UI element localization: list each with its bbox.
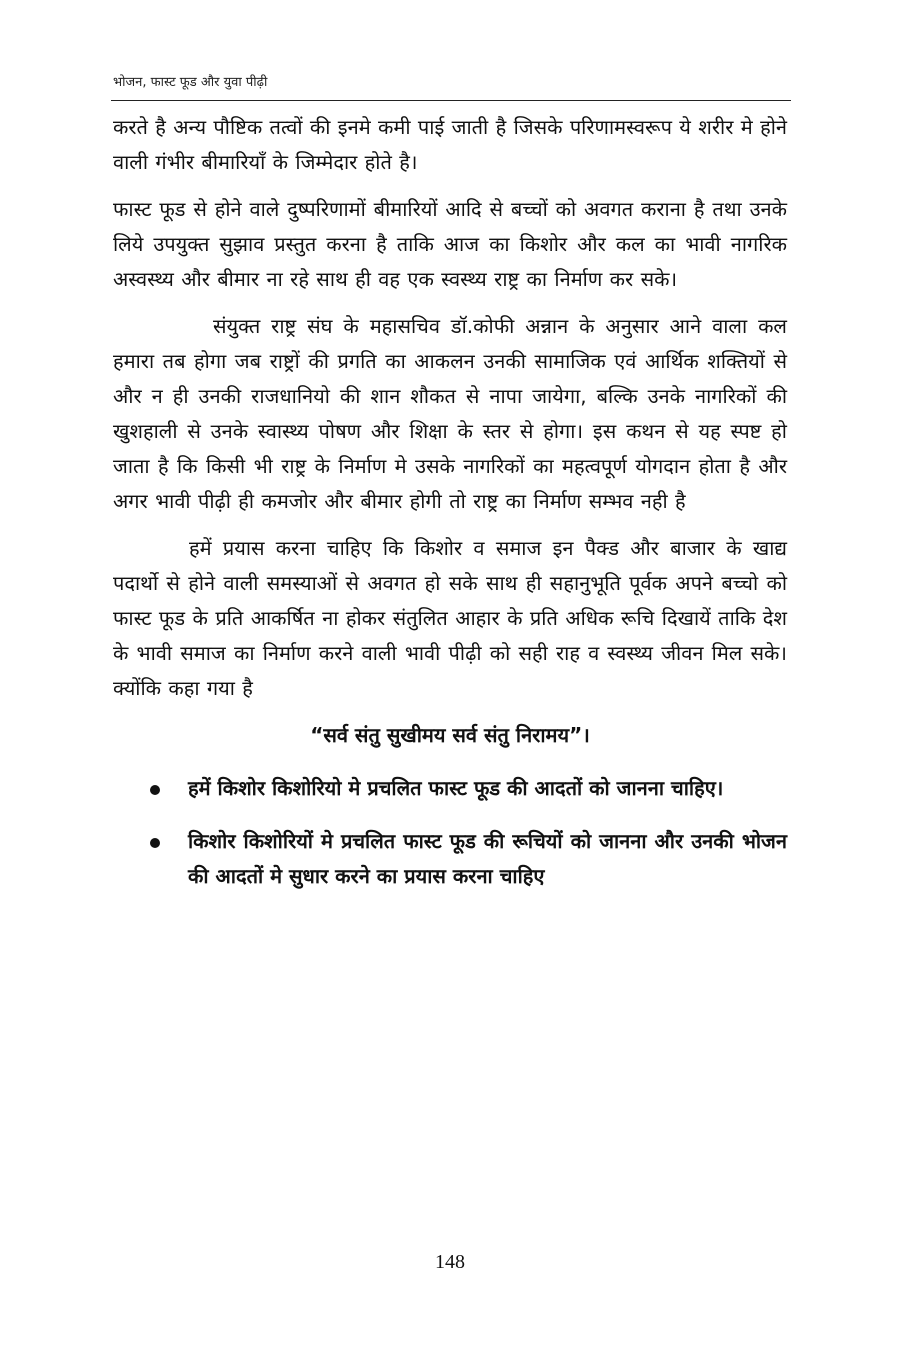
- paragraph: फास्ट फूड से होने वाले दुष्परिणामों बीमारियों आदि से बच्चों को अवगत कराना है तथा उनके लिये उपयुक्त सुझाव प्रस्तुत करना है ताकि आज का किशोर और कल का भावी नागरिक अस्वस्थ्य और बीमार ना रहे साथ ही वह एक स्वस्थ्य राष्ट्र का निर्माण कर सके।: [113, 197, 787, 291]
- paragraph: करते है अन्य पौष्टिक तत्वों की इनमे कमी पाई जाती है जिसके परिणामस्वरूप ये शरीर मे होने वाली गंभीर बीमारियॉं के जिम्मेदार होते है।: [113, 115, 787, 174]
- bullet-text: किशोर किशोरियों मे प्रचलित फास्ट फूड की रूचियों को जानना और उनकी भोजन की आदतों मे सुधार करने का प्रयास करना चाहिए: [188, 829, 787, 888]
- bullet-item: [113, 824, 787, 894]
- bullet-dot-icon: [150, 785, 160, 795]
- paragraph: संयुक्त राष्ट्र संघ के महासचिव डॉ.कोफी अन्नान के अनुसार आने वाला कल हमारा तब होगा जब राष्ट्रों की प्रगति का आकलन उनकी सामाजिक एवं आर्थिक शक्तियों से और न ही उनकी राजधानियो की शान शौकत से नापा जायेगा, बल्कि उनके नागरिकों की खुशहाली से उनके स्वास्थ्य पोषण और शिक्षा के स्तर से होगा। इस कथन से यह स्पष्ट हो जाता है कि किसी भी राष्ट्र के निर्माण मे उसके नागरिकों का महत्वपूर्ण योगदान होता है और अगर भावी पीढ़ी ही कमजोर और बीमार होगी तो राष्ट्र का निर्माण सम्भव नही है: [113, 314, 787, 513]
- bullet-text: हमें किशोर किशोरियो मे प्रचलित फास्ट फूड की आदतों को जानना चाहिए।: [188, 776, 724, 800]
- paragraph: हमें प्रयास करना चाहिए कि किशोर व समाज इन पैक्ड और बाजार के खाद्य पदार्थो से होने वाली समस्याओं से अवगत हो सके साथ ही सहानुभूति पूर्वक अपने बच्चो को फास्ट फूड के प्रति आकर्षित ना होकर संतुलित आहार के प्रति अधिक रूचि दिखायें ताकि देश के भावी समाज का निर्माण करने वाली भावी पीढ़ी को सही राह व स्वस्थ्य जीवन मिल सके। क्योंकि कहा गया है: [113, 536, 787, 700]
- bullet-list: [113, 771, 787, 894]
- running-header: भोजन, फास्ट फूड और युवा पीढ़ी: [113, 75, 268, 90]
- sanskrit-quote: “सर्व संतु सुखीमय सर्व संतु निरामय”।: [310, 723, 590, 747]
- bullet-item: [113, 771, 787, 806]
- page-number: 148: [435, 1251, 465, 1273]
- header-divider: [111, 100, 791, 101]
- bullet-dot-icon: [150, 838, 160, 848]
- body-text: [113, 110, 787, 912]
